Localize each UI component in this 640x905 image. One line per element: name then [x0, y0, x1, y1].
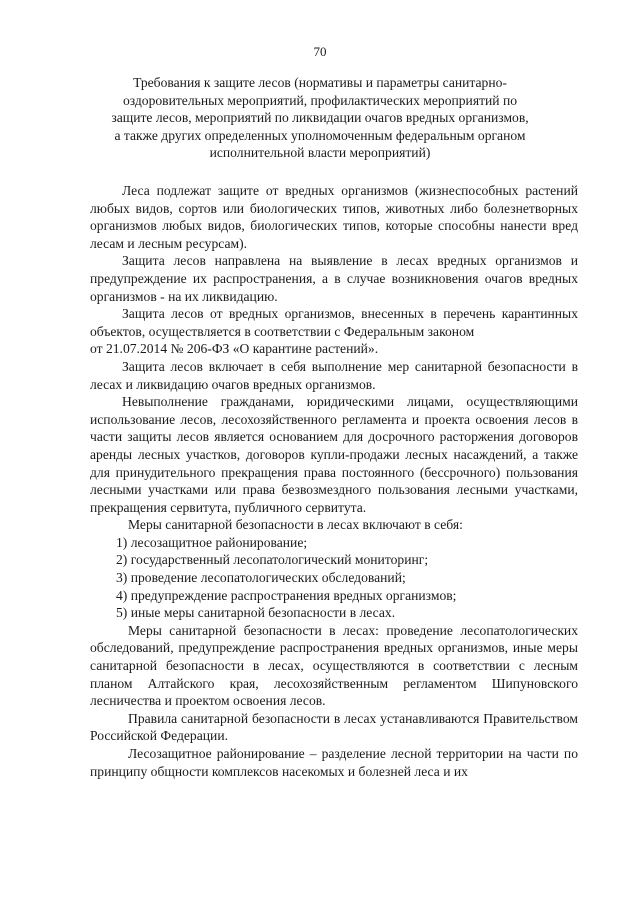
list-item: 4) предупреждение распространения вредных организмов; — [116, 587, 457, 603]
list-item: 5) иные меры санитарной безопасности в лесах. — [116, 605, 396, 621]
section-title: Требования к защите лесов (нормативы и параметры санитарно-оздоровительных мероприятий, профилактических мероприятий по защите лесов, мероприятий по ликвидации очагов вредных организмов, а также других определенных уполномоченным федеральным органом исполнительной власти мероприятий) — [111, 75, 529, 160]
paragraph: Правила санитарной безопасности в лесах устанавливаются Правительством Российской Федерации. — [90, 710, 578, 744]
paragraph: Меры санитарной безопасности в лесах включают в себя: — [128, 517, 463, 533]
page-number: 70 — [313, 44, 327, 59]
paragraph: Защита лесов направлена на выявление в лесах вредных организмов и предупреждение их распространения, а в случае возникновения очагов вредных организмов - на их ликвидацию. — [90, 253, 578, 304]
paragraph: Меры санитарной безопасности в лесах: проведение лесопатологических обследований, предупреждение распространения вредных организмов, иные меры санитарной безопасности в лесах, осуществляются в соответствии с лесным планом Алтайского края, лесохозяйственным регламентом Шипуновского лесничества и проектом освоения лесов. — [90, 622, 578, 709]
paragraph: от 21.07.2014 № 206-ФЗ «О карантине растений». — [90, 341, 379, 357]
paragraph: Леса подлежат защите от вредных организмов (жизнеспособных растений любых видов, сортов или биологических типов, животных либо болезнетворных организмов любых видов, биологических типов, которые способны нанести вред лесам и лесным ресурсам). — [90, 183, 578, 251]
paragraph: Защита лесов включает в себя выполнение мер санитарной безопасности в лесах и ликвидацию очагов вредных организмов. — [90, 358, 578, 392]
paragraph: Невыполнение гражданами, юридическими лицами, осуществляющими использование лесов, лесохозяйственного регламента и проекта освоения лесов в части защиты лесов является основанием для досрочного расторжения договоров аренды лесных участков, договоров купли-продажи лесных насаждений, а также для принудительного прекращения права постоянного (бессрочного) пользования лесными участками или права безвозмездного пользования лесными участками, прекращения сервитута, публичного сервитута. — [90, 394, 578, 515]
list-item: 3) проведение лесопатологических обследований; — [116, 570, 406, 586]
list-item: 1) лесозащитное районирование; — [116, 534, 308, 550]
paragraph: Защита лесов от вредных организмов, внесенных в перечень карантинных объектов, осуществляется в соответствии с Федеральным законом — [90, 306, 578, 339]
document-body — [90, 182, 578, 780]
paragraph: Лесозащитное районирование – разделение лесной территории на части по принципу общности комплексов насекомых и болезней леса и их — [90, 746, 578, 779]
list-item: 2) государственный лесопатологический мониторинг; — [116, 552, 429, 568]
